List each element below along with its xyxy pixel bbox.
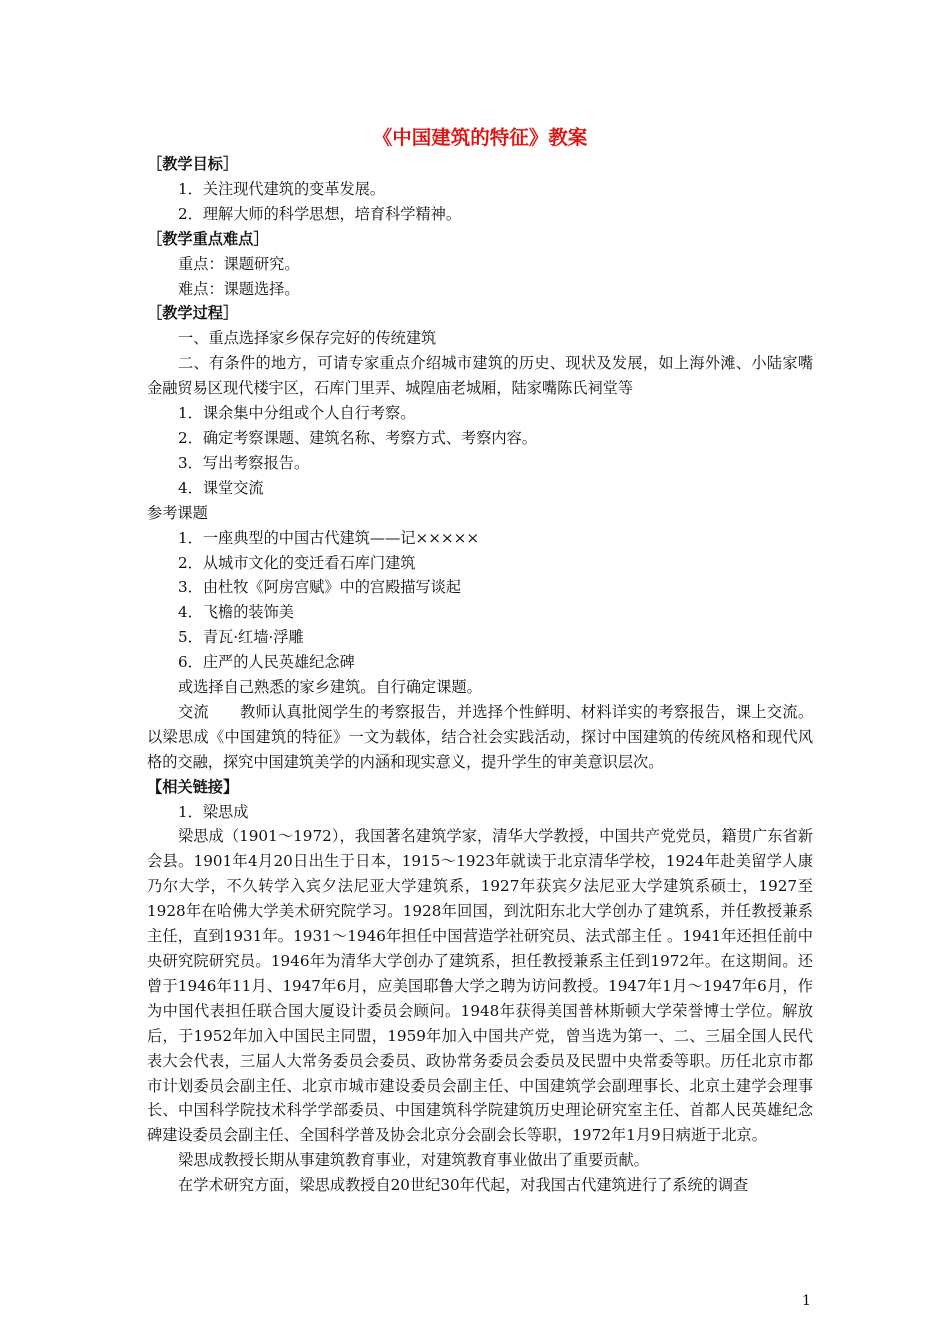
document-body xyxy=(147,124,813,1198)
self-choice-note: 或选择自己熟悉的家乡建筑。自行确定课题。 xyxy=(178,678,482,697)
section-heading-process: ［教学过程］ xyxy=(147,304,239,323)
reference-topics-heading: 参考课题 xyxy=(147,503,208,522)
goal-item: 1．关注现代建筑的变革发展。 xyxy=(178,179,386,198)
page-title: 《中国建筑的特征》教案 xyxy=(372,126,588,149)
topic-item: 5．青瓦·红墙·浮雕 xyxy=(178,628,304,647)
topic-item: 1．一座典型的中国古代建筑——记××××× xyxy=(178,528,480,547)
section-heading-goals: ［教学目标］ xyxy=(147,155,239,173)
topic-item: 4．飞檐的装饰美 xyxy=(178,603,294,622)
goal-item: 2．理解大师的科学思想，培育科学精神。 xyxy=(178,204,462,223)
process-paragraph: 二、有条件的地方，可请专家重点介绍城市建筑的历史、现状及发展，如上海外滩、小陆家嘴金融贸易区现代楼宇区，石库门里弄、城隍庙老城厢，陆家嘴陈氏祠堂等 xyxy=(147,354,813,398)
process-paragraph: 一、重点选择家乡保存完好的传统建筑 xyxy=(178,329,437,348)
exchange-paragraph: 交流 教师认真批阅学生的考察报告，并选择个性鲜明、材料详实的考察报告，课上交流。以梁思成《中国建筑的特征》一文为载体，结合社会实践活动，探讨中国建筑的传统风格和现代风格的交融，探究中国建筑美学的内涵和现实意义，提升学生的审美意识层次。 xyxy=(147,702,813,771)
page-number: 1 xyxy=(802,1293,811,1309)
topic-item: 3．由杜牧《阿房宫赋》中的宫殿描写谈起 xyxy=(178,578,462,597)
section-heading-links: 【相关链接】 xyxy=(147,777,239,796)
key-point-item: 难点：课题选择。 xyxy=(178,279,300,298)
biography-paragraph: 梁思成（1901～1972），我国著名建筑学家，清华大学教授，中国共产党党员，籍贯广东省新会县。1901年4月20日出生于日本，1915～1923年就读于北京清华学校，1924年赴美留学人康乃尔大学，不久转学入宾夕法尼亚大学建筑系，1927年获宾夕法尼亚大学建筑系硕士，1927至1928年在哈佛大学美术研究院学习。1928年回国，到沈阳东北大学创办了建筑系，并任教授兼系主任，直到1931年。1931～1946年担任中国营造学社研究员、法式部主任 。1941年还担任前中央研究院研究员。1946年为清华大学创办了建筑系，担任教授兼系主任到1972年。在这期间。还曾于1946年11月、1947年6月，应美国耶鲁大学之聘为访问教授。1947年1月～1947年6月，作为中国代表担任联合国大厦设计委员会顾问。1948年获得美国普林斯顿大学荣誉博士学位。解放后，于1952年加入中国民主同盟，1959年加入中国共产党，曾当选为第一、二、三届全国人民代表大会代表，三届人大常务委员会委员、政协常务委员会委员及民盟中央常委等职。历任北京市都市计划委员会副主任、北京市城市建设委员会副主任、中国建筑学会副理事长、北京土建学会理事长、中国科学院技术科学学部委员、中国建筑科学院建筑历史理论研究室主任、首都人民英雄纪念碑建设委员会副主任、全国科学普及协会北京分会副会长等职，1972年1月9日病逝于北京。 xyxy=(147,827,813,1145)
contribution-paragraph: 梁思成教授长期从事建筑教育事业，对建筑教育事业做出了重要贡献。 xyxy=(178,1151,649,1170)
key-point-item: 重点：课题研究。 xyxy=(178,254,300,273)
section-heading-key-points: ［教学重点难点］ xyxy=(147,229,269,248)
topic-item: 6．庄严的人民英雄纪念碑 xyxy=(178,653,355,672)
link-item: 1．梁思成 xyxy=(178,802,249,821)
step-item: 1．课余集中分组或个人自行考察。 xyxy=(178,404,416,423)
step-item: 2．确定考察课题、建筑名称、考察方式、考察内容。 xyxy=(178,428,537,447)
topic-item: 2．从城市文化的变迁看石库门建筑 xyxy=(178,553,416,572)
step-item: 3．写出考察报告。 xyxy=(178,453,310,472)
step-item: 4．课堂交流 xyxy=(178,478,264,497)
research-paragraph: 在学术研究方面，梁思成教授自20世纪30年代起，对我国古代建筑进行了系统的调查 xyxy=(178,1176,749,1195)
